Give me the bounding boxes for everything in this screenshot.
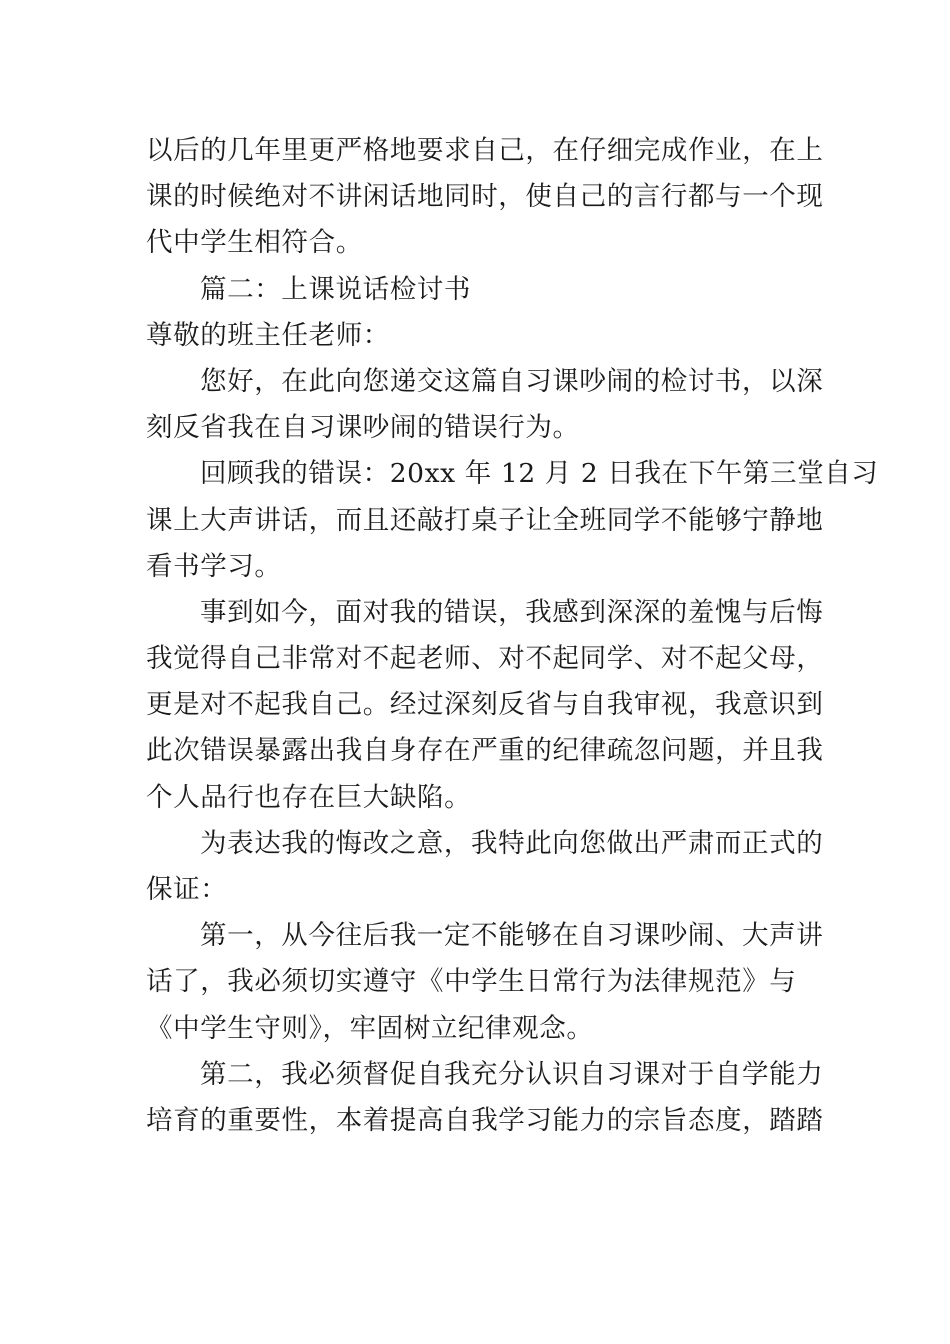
text-line: 第一，从今往后我一定不能够在自习课吵闹、大声讲 — [200, 920, 824, 952]
text-line: 刻反省我在自习课吵闹的错误行为。 — [146, 412, 580, 444]
text-line: 保证： — [146, 874, 228, 905]
text-line: 更是对不起我自己。经过深刻反省与自我审视，我意识到 — [146, 689, 824, 721]
text-line: 第二，我必须督促自我充分认识自习课对于自学能力 — [200, 1058, 824, 1090]
text-line: 培育的重要性，本着提高自我学习能力的宗旨态度，踏踏 — [146, 1104, 824, 1136]
text-line: 课上大声讲话，而且还敲打桌子让全班同学不能够宁静地 — [146, 504, 824, 536]
text-line: 课的时候绝对不讲闲话地同时，使自己的言行都与一个现 — [146, 181, 824, 213]
section-heading: 篇二：上课说话检讨书 — [200, 273, 471, 305]
text-line: 此次错误暴露出我自身存在严重的纪律疏忽问题，并且我 — [146, 735, 824, 767]
document-body — [146, 128, 879, 1144]
text-line: 回顾我的错误：20xx 年 12 月 2 日我在下午第三堂自习 — [200, 458, 879, 490]
text-line: 代中学生相符合。 — [146, 227, 363, 259]
text-line: 为表达我的悔改之意，我特此向您做出严肃而正式的 — [200, 827, 824, 859]
text-line: 事到如今，面对我的错误，我感到深深的羞愧与后悔 — [200, 596, 824, 628]
text-line: 看书学习。 — [146, 550, 282, 582]
text-line: 话了，我必须切实遵守《中学生日常行为法律规范》与 — [146, 966, 797, 998]
text-line: 我觉得自己非常对不起老师、对不起同学、对不起父母， — [146, 643, 824, 675]
text-line: 个人品行也存在巨大缺陷。 — [146, 781, 472, 813]
text-line: 《中学生守则》，牢固树立纪律观念。 — [146, 1012, 594, 1044]
text-line: 以后的几年里更严格地要求自己，在仔细完成作业，在上 — [146, 135, 824, 166]
text-line: 您好，在此向您递交这篇自习课吵闹的检讨书，以深 — [200, 365, 824, 397]
salutation: 尊敬的班主任老师： — [146, 319, 390, 351]
